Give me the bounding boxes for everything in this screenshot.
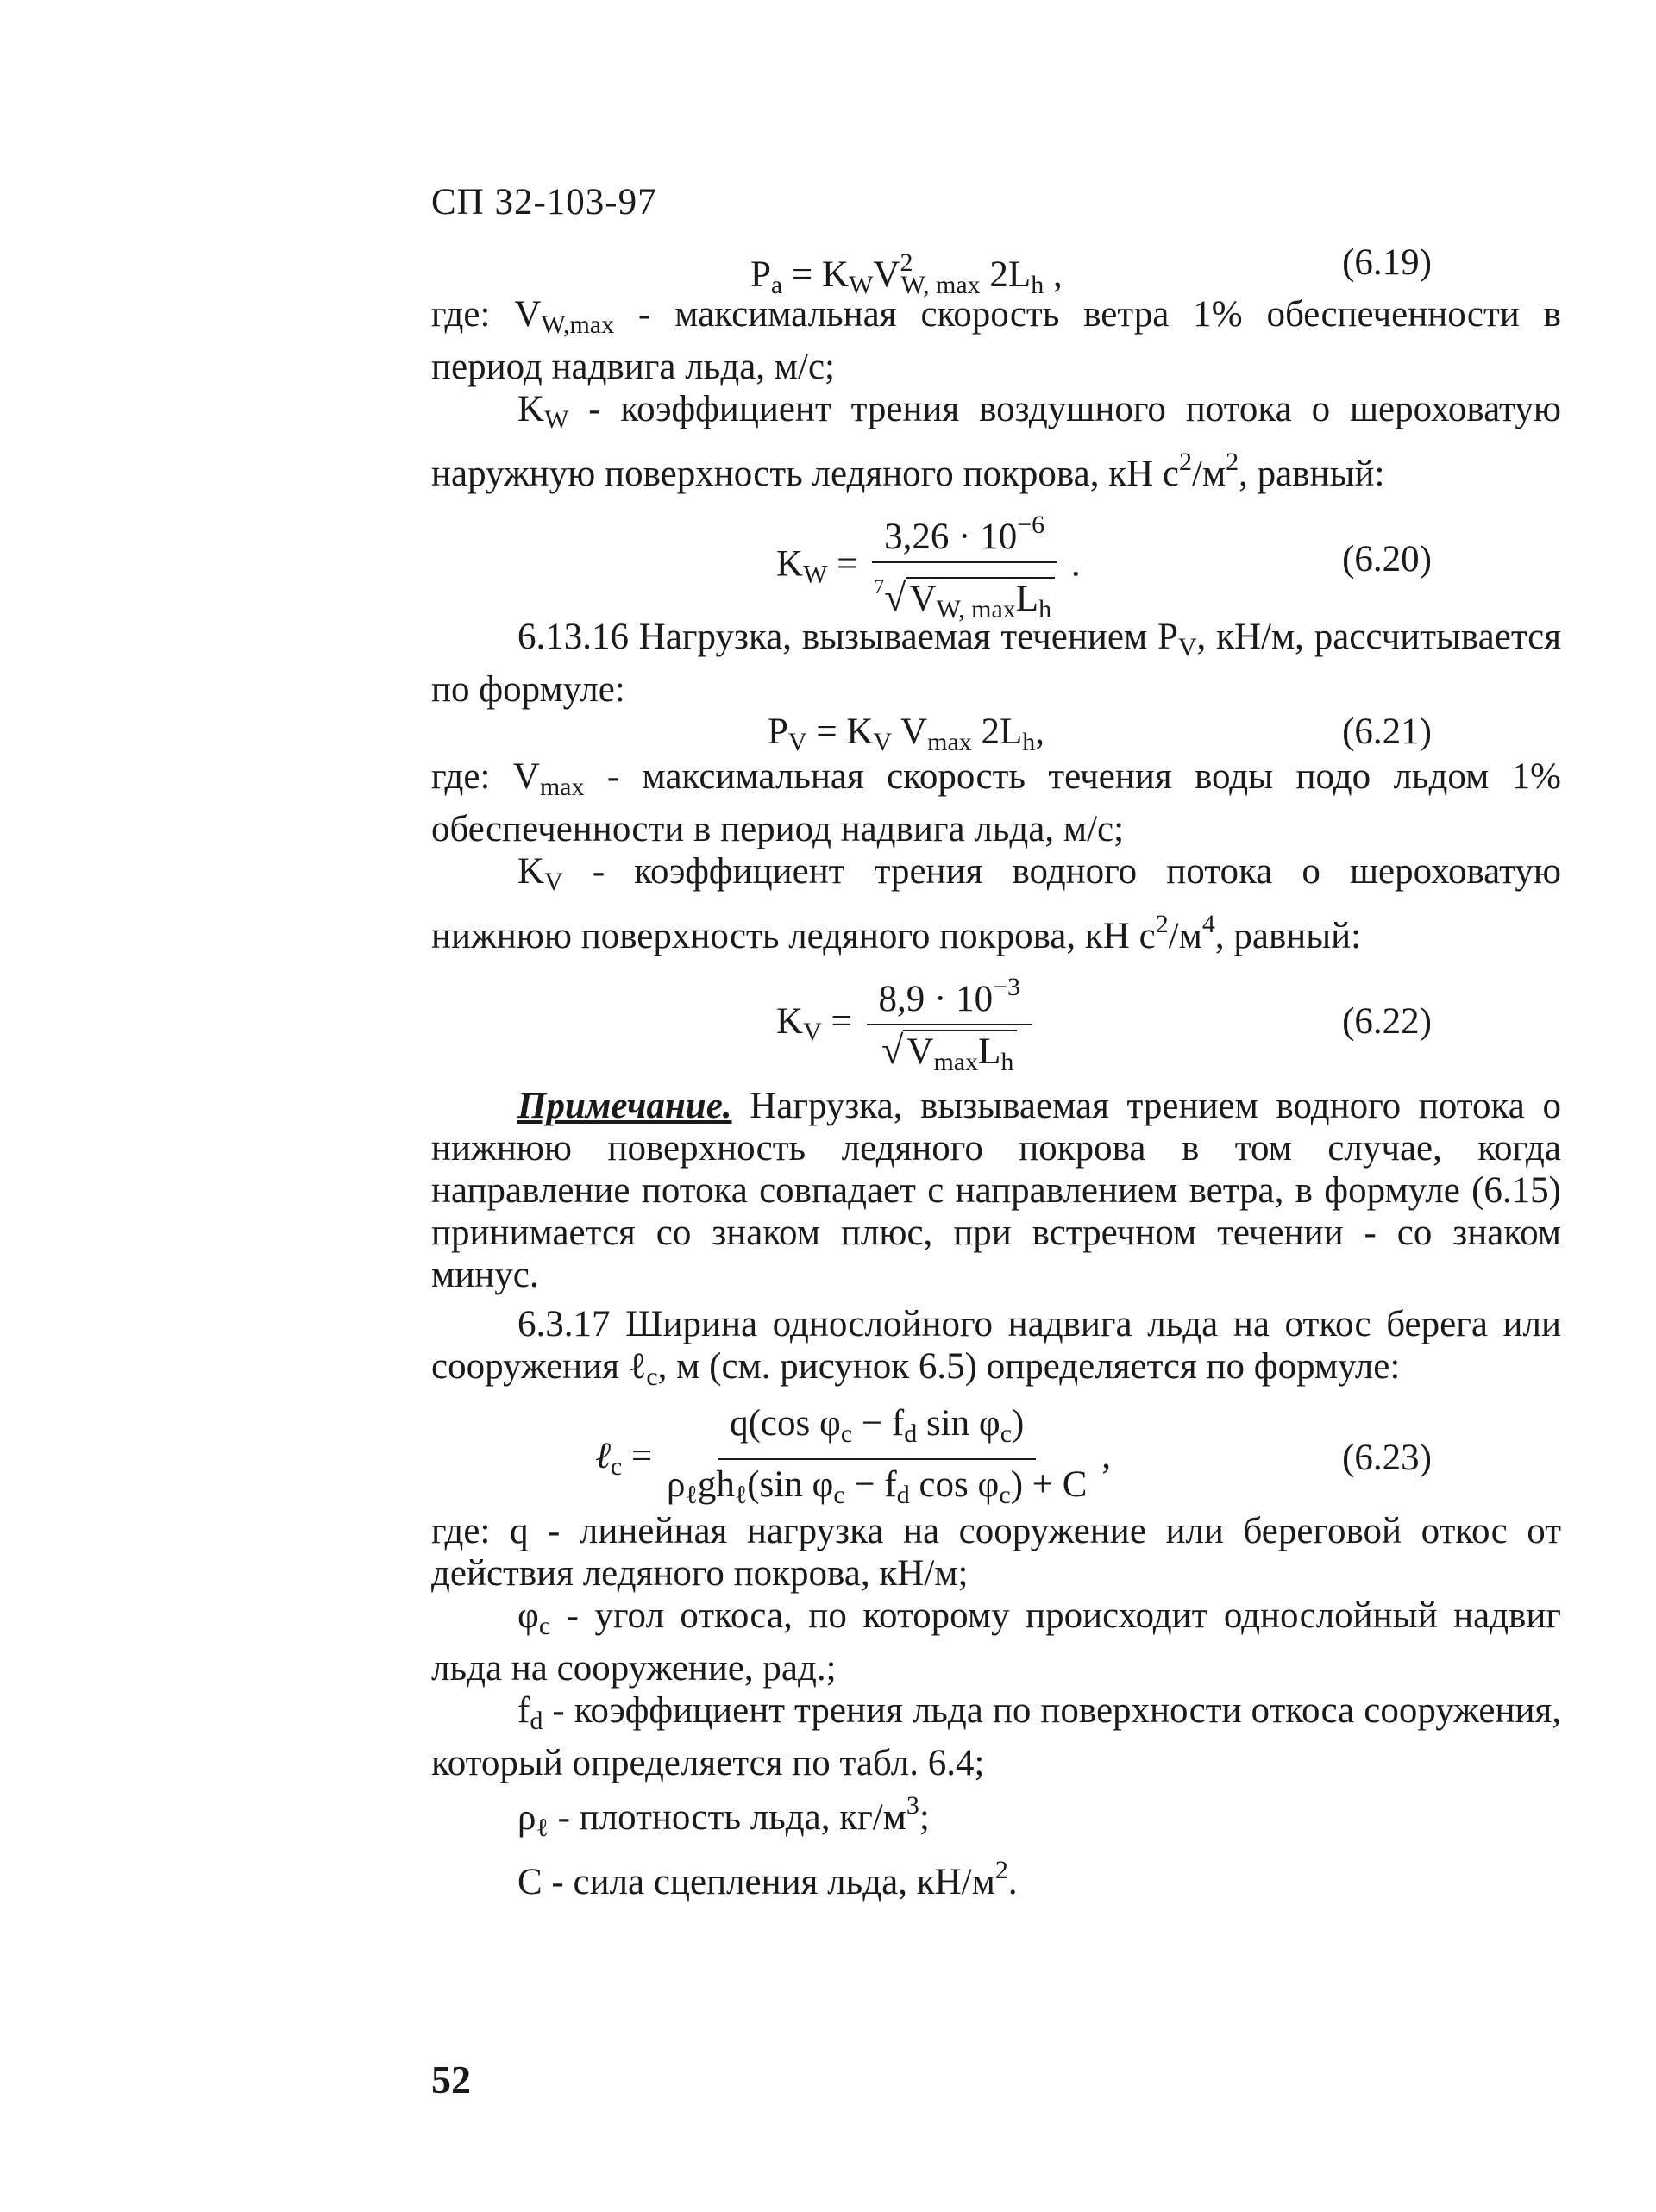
formula-6-19: $P_a = K_WV^2_{W, max}$ $2L_h$ , (6.19) — [750, 242, 1432, 299]
paragraph-vmax-definition: где: $V_{max}$ - максимальная скорость течения воды подо льдом 1% обеспеченности в период надвига льда, м/с; — [431, 756, 1561, 849]
formula-number: (6.22) — [1342, 1001, 1432, 1042]
paragraph-fd-definition: $f_d$ - коэффициент трения льда по поверхности откоса сооружения, который определяется по табл. 6.4; — [431, 1690, 1561, 1783]
root-symbol: √ — [881, 1028, 904, 1072]
formula-6-22: $K_V$ = $\frac{8,9 \cdot 10^{-3}}{√V_{max}L_h}$ (6.22) — [431, 957, 1561, 1078]
note-paragraph: Примечание. Нагрузка, вызываемая трением водного потока о нижнюю поверхность ледяного покрова в том случае, когда направление потока совпадает с направлением ветра, в формуле (6.15) принимается со знаком плюс, при встречном течении - со знаком минус. — [431, 1086, 1561, 1295]
page-number: 52 — [431, 2058, 471, 2102]
root-symbol: √ — [884, 575, 906, 619]
paragraph-vw-definition: где: $V_{W,max}$ - максимальная скорость ветра 1% обеспеченности в период надвига льда, м/с; — [431, 294, 1561, 387]
note-label: Примечание. — [518, 1086, 732, 1126]
paragraph-q-definition: где: q - линейная нагрузка на сооружение или береговой откос от действия ледяного покрова, кН/м; — [431, 1511, 1561, 1594]
formula-6-21: $P_V = K_V$ $V_{max}$ $2L_h$, (6.21) — [768, 711, 1432, 756]
section-6-13-16: 6.13.16 Нагрузка, вызываемая течением $P_V$, кН/м, рассчитывается по формуле: — [431, 617, 1561, 710]
section-6-3-17: 6.3.17 Ширина однослойного надвига льда на откос берега или сооружения ℓ$_c$, м (см. рисунок 6.5) определяется по формуле: — [431, 1304, 1561, 1391]
paragraph-c-definition: C - сила сцепления льда, $кН/м^2$. — [518, 1856, 1018, 1902]
document-code: СП 32-103-97 — [431, 182, 657, 222]
formula-number: (6.21) — [1342, 711, 1432, 752]
paragraph-kv-definition: $K_V$ - коэффициент трения водного потока о шероховатую нижнюю поверхность ледяного покрова, кН $с^2/м^4$, равный: — [431, 851, 1561, 956]
formula-6-23: ℓ$_c$ = $\frac{q(\cos \varphi_c - f_d \sin \varphi_c)}{\rho_\ell gh_\ell(\sin \varphi_c - f_d \cos \varphi_c) + C}$ , (6.23) — [595, 1403, 1432, 1509]
formula-number: (6.23) — [1342, 1438, 1432, 1478]
formula-number: (6.20) — [1342, 539, 1432, 580]
formula-6-20: $K_W$ = $\frac{3,26 \cdot 10^{-6}}{^7√V_{W, max}L_h}$ . (6.20) — [431, 495, 1561, 616]
paragraph-rho-definition: $\rho_\ell$ - плотность льда, $кг/м^3$; — [518, 1791, 930, 1842]
paragraph-kw-definition: $K_W$ - коэффициент трения воздушного потока о шероховатую наружную поверхность ледяного покрова, кН $с^2/м^2$, равный: — [431, 389, 1561, 494]
page-body — [431, 172, 1561, 1903]
paragraph-phi-definition: $\varphi_c$ - угол откоса, по которому происходит однослойный надвиг льда на сооружение, рад.; — [431, 1595, 1561, 1689]
formula-number: (6.19) — [1342, 242, 1432, 283]
